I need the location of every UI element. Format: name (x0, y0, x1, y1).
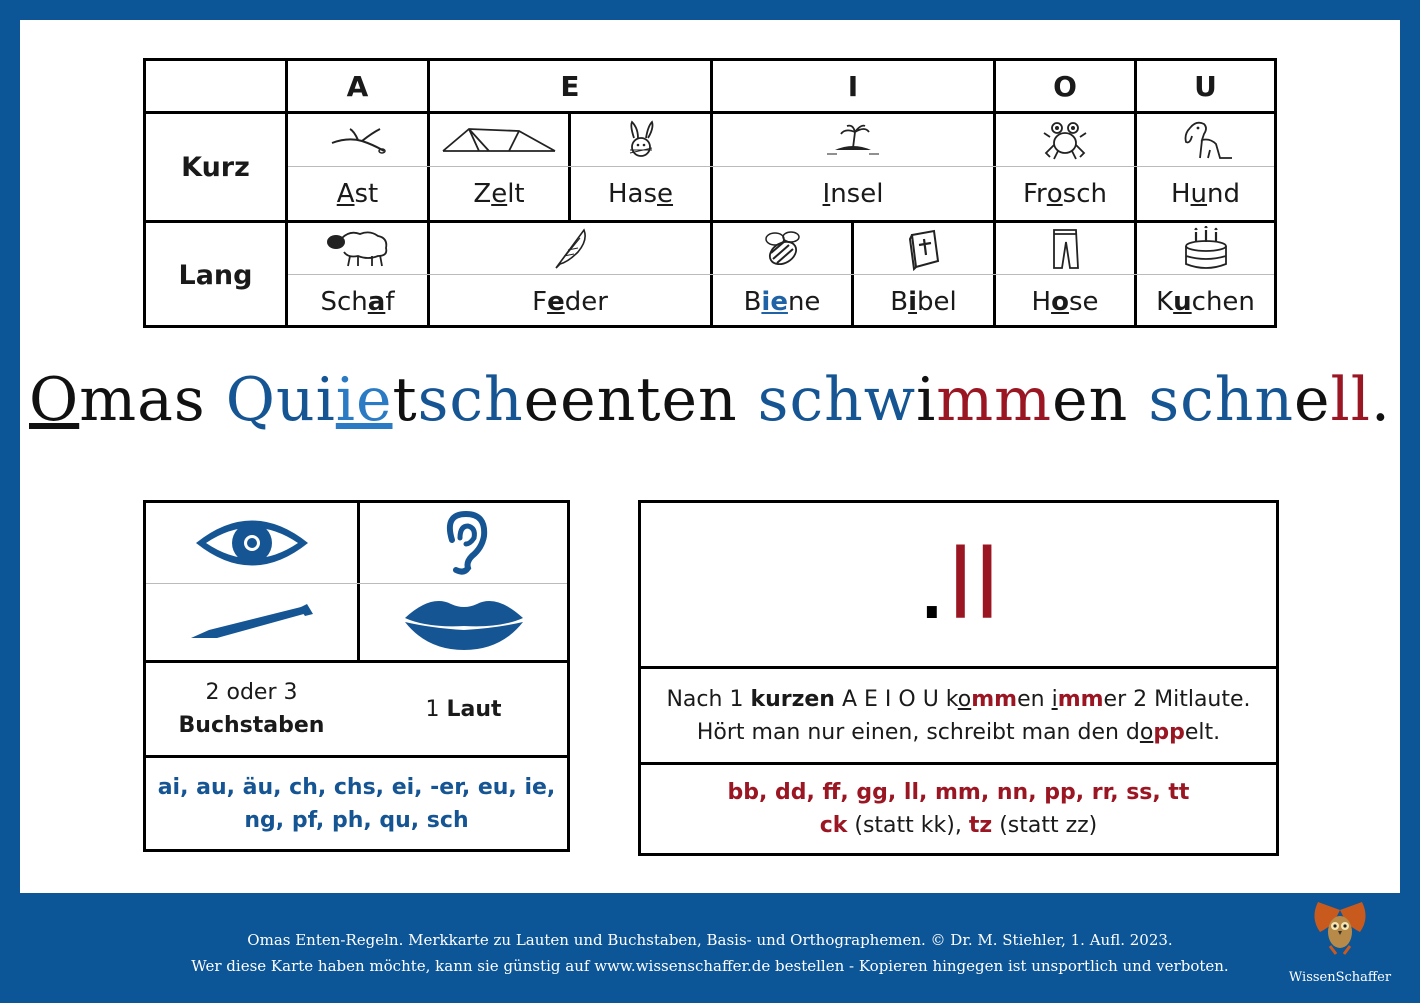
word-ast: A st (336, 178, 379, 209)
header-i: I (847, 69, 859, 103)
rabbit-icon (571, 114, 710, 166)
grapheme-list: ai, au, äu, ch, chs, ei, -er, eu, ie, ng, pf, ph, qu, sch (157, 774, 556, 833)
footer-line-2: Wer diese Karte haben möchte, kann sie günstig auf www.wissenschaffer.de bestellen - Kopieren hingegen ist unsportlich und verboten. (191, 956, 1229, 975)
word-schaf: Sch a f (320, 286, 395, 317)
trousers-icon (996, 223, 1134, 274)
letters-label: Buchstaben (178, 713, 325, 738)
row-label-kurz: Kurz (181, 151, 250, 183)
tent-icon (430, 114, 568, 166)
lips-icon (360, 584, 567, 660)
eye-icon (146, 503, 357, 583)
bee-icon (713, 223, 851, 274)
word-zelt: Z e lt (473, 178, 525, 209)
island-icon (713, 114, 993, 166)
word-kuchen: K u chen (1156, 286, 1255, 317)
logo-text: WissenSchaffer (1288, 970, 1392, 985)
header-u: U (1194, 69, 1217, 103)
footer-line-1: Omas Enten-Regeln. Merkkarte zu Lauten und Buchstaben, Basis- und Orthographemen. © Dr. M. Stiehler, 1. Aufl. 2023. (247, 931, 1173, 949)
sound-label: Laut (446, 696, 502, 722)
feather-icon (430, 223, 710, 274)
header-o: O (1053, 69, 1077, 103)
word-hund: H u nd (1170, 178, 1241, 209)
double-consonant-box (638, 500, 1279, 856)
letters-count-text: 2 oder 3 (205, 680, 298, 705)
rule-text: Nach 1 kurzen A E I O U kommen immer 2 Mitlaute. Hört man nur einen, schreibt man den doppelt. (666, 686, 1251, 745)
frog-icon (996, 114, 1134, 166)
branch-icon (288, 114, 427, 166)
dog-icon (1137, 114, 1274, 166)
sound-count-text: 1 (425, 696, 440, 722)
word-biene: B ie ne (743, 286, 821, 317)
word-hose: H o se (1031, 286, 1099, 317)
double-list: bb, dd, ff, gg, ll, mm, nn, pp, rr, ss, tt ck (statt kk), tz (statt zz) (727, 780, 1190, 838)
header-e: E (560, 69, 580, 103)
header-a: A (346, 69, 369, 103)
pen-icon (146, 584, 357, 660)
word-hase: Has e (607, 178, 674, 209)
letters-count-cell (146, 663, 357, 755)
double-symbol: .ll (916, 528, 1001, 641)
vowel-table (143, 58, 1277, 328)
word-insel: I nsel (822, 178, 884, 209)
word-frosch: Fr o sch (1022, 178, 1107, 209)
bible-icon (854, 223, 993, 274)
footer (0, 928, 1420, 979)
word-feder: F e der (532, 286, 608, 317)
sheep-icon (288, 223, 427, 274)
cake-icon (1137, 223, 1274, 274)
mnemonic-sentence: Omas Quiietscheenten schwimmen schnell. (29, 365, 1391, 435)
owl-logo-icon (1308, 898, 1372, 966)
grapheme-box (143, 500, 570, 852)
sound-count-cell (360, 663, 567, 755)
word-bibel: B i bel (890, 286, 957, 317)
row-label-lang: Lang (178, 260, 253, 291)
ear-icon (360, 503, 567, 583)
